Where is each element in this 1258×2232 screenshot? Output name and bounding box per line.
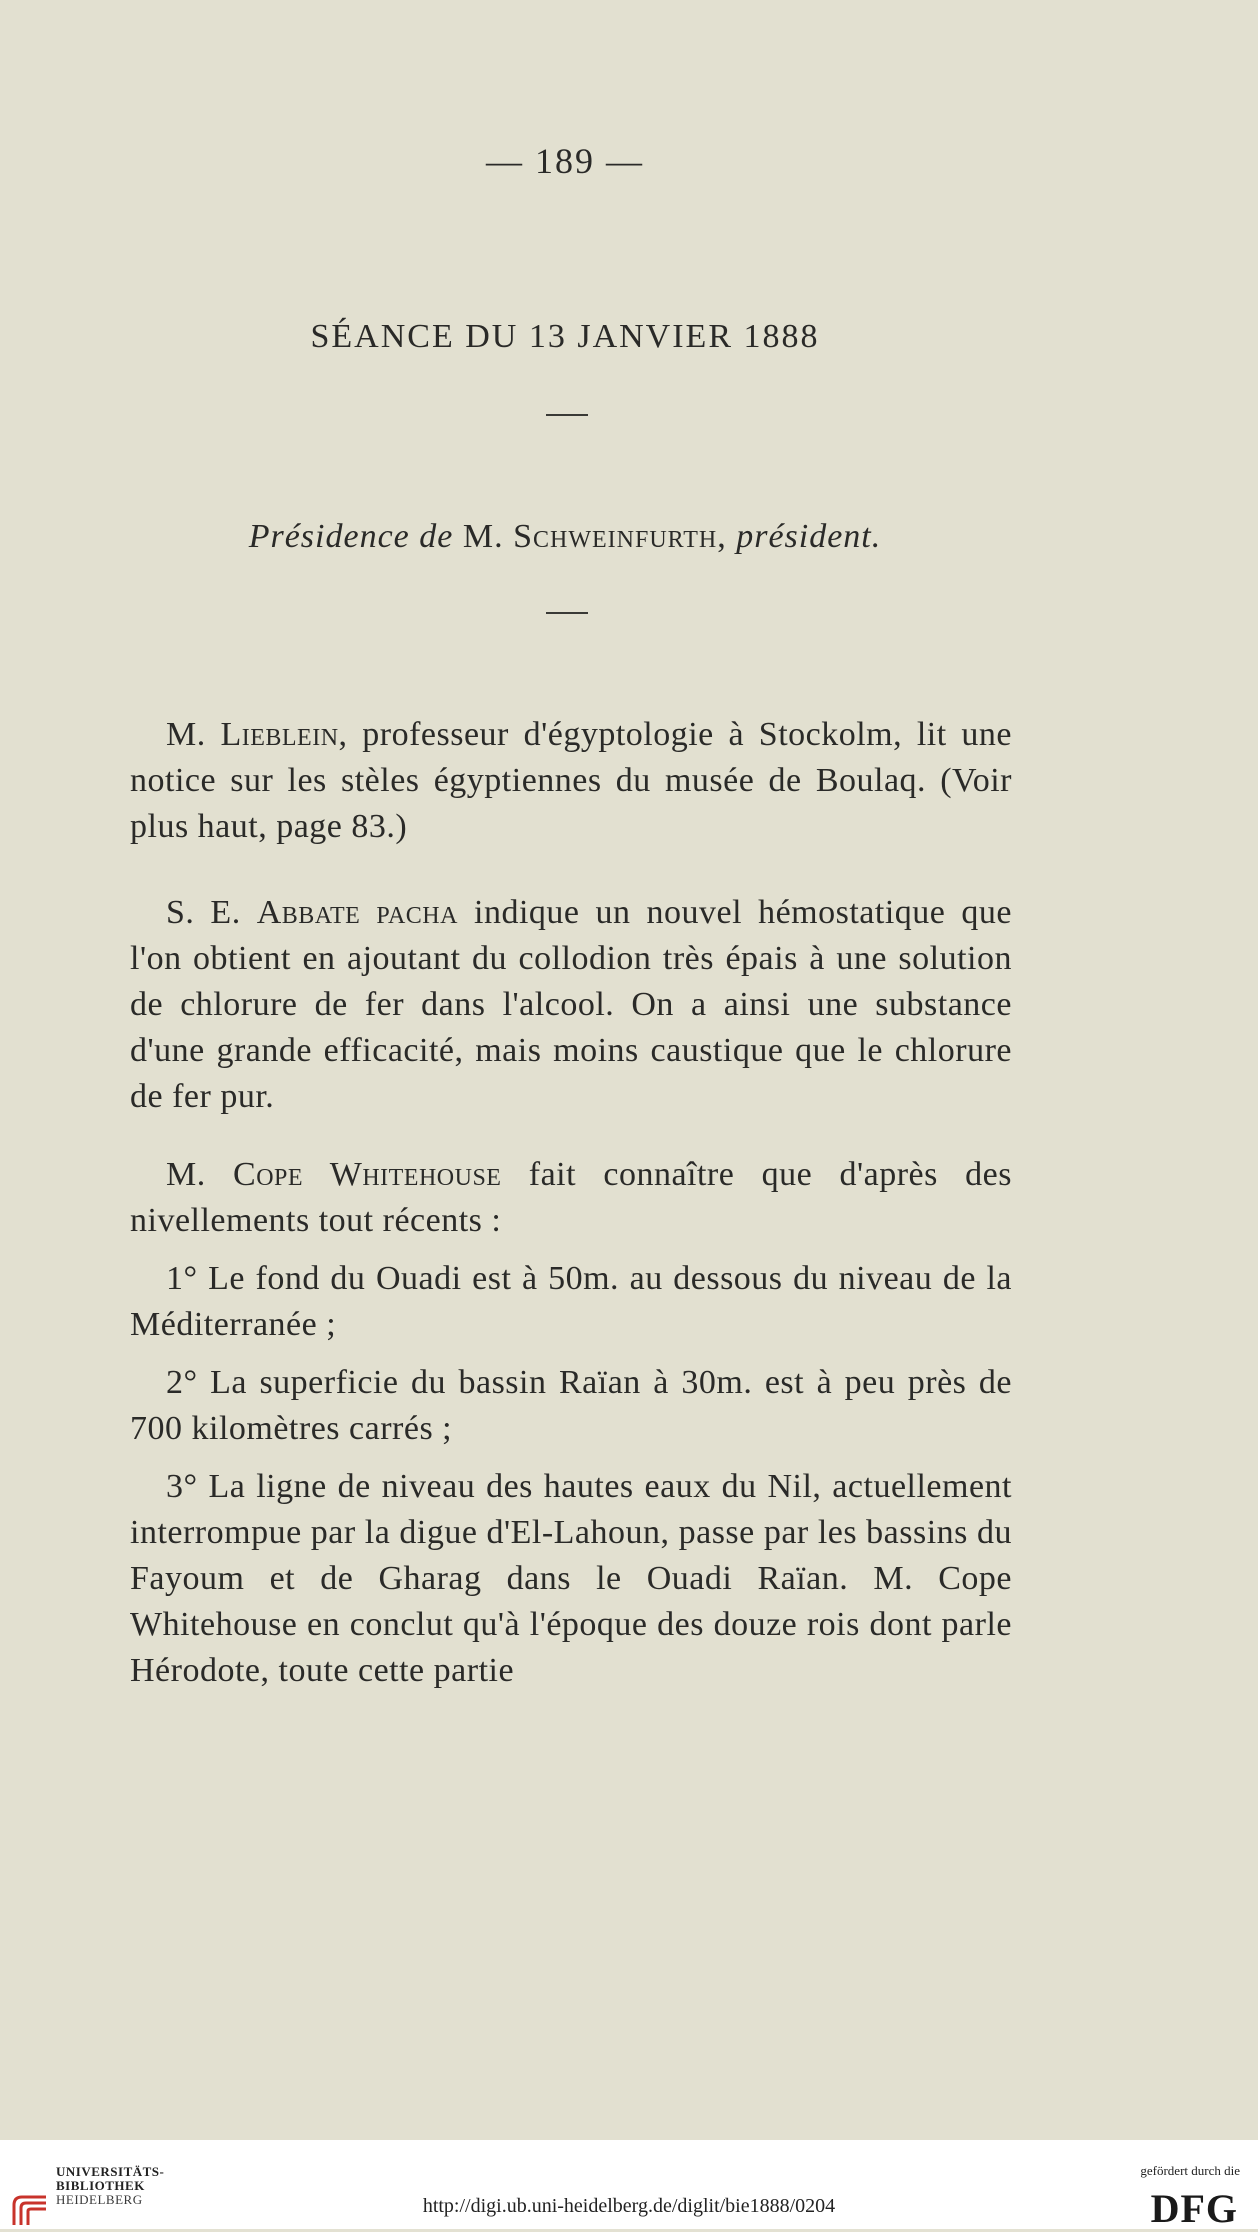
permalink[interactable]: http://digi.ub.uni-heidelberg.de/diglit/bie1888/0204 [422, 2195, 836, 2217]
library-line-3: HEIDELBERG [56, 2192, 143, 2207]
library-line-1: UNIVERSITÄTS- [56, 2164, 165, 2179]
dfg-logo: DFG [1150, 2186, 1238, 2231]
paragraph-text: fait connaître que d'après des nivellements tout récents : [130, 1156, 1012, 1239]
funded-by-label: gefördert durch die [1140, 2163, 1240, 2178]
list-item: 3° La ligne de niveau des hautes eaux du Nil, actuellement interrompue par la digue d'El-Lahoun, passe par les bassins du Fayoum et de Gharag dans le Ouadi Raïan. M. Cope Whitehouse en conclut qu'à l'époque des douze rois dont parle Hérodote, toute cette partie [130, 1468, 1012, 1689]
divider-rule [546, 612, 588, 614]
page-number: — 189 — [486, 141, 644, 181]
speaker-name: Cope Whitehouse [233, 1156, 502, 1193]
presidence-role: président. [736, 518, 882, 555]
paragraph-text: indique un nouvel hémostatique que l'on obtient en ajoutant du collodion très épais à une solution de chlorure de fer dans l'alcool. On a ainsi une substance d'une grande efficacité, mais moins caustique que le chlorure de fer pur. [130, 894, 1012, 1115]
paragraph-lead: M. [166, 716, 221, 753]
paragraph-lieblein [130, 712, 1012, 850]
presidence-prefix: Présidence de [248, 518, 454, 555]
list-item: 2° La superficie du bassin Raïan à 30m. est à peu près de 700 kilomètres carrés ; [130, 1364, 1012, 1447]
paragraph-lead: S. E. [166, 894, 257, 931]
speaker-name: Abbate pacha [256, 894, 458, 931]
paragraph-text: , professeur d'égyptologie à Stockolm, lit une notice sur les stèles égyptiennes du musée de Boulaq. (Voir plus haut, page 83.) [130, 716, 1013, 845]
divider-rule [546, 414, 588, 416]
presidence-line [0, 518, 1130, 556]
paragraph-whitehouse [130, 1152, 1012, 1244]
presidence-mr: M. [462, 518, 504, 555]
paragraph-abbate [130, 890, 1012, 1120]
body-text [130, 712, 1012, 1694]
session-title: SÉANCE DU 13 JANVIER 1888 [310, 318, 820, 355]
paragraph-lead: M. [166, 1156, 234, 1193]
library-line-2: BIBLIOTHEK [56, 2178, 145, 2193]
presidence-name: Schweinfurth, [513, 518, 727, 555]
list-item: 1° Le fond du Ouadi est à 50m. au dessous du niveau de la Méditerranée ; [130, 1260, 1012, 1343]
speaker-name: Lieblein [220, 716, 339, 753]
